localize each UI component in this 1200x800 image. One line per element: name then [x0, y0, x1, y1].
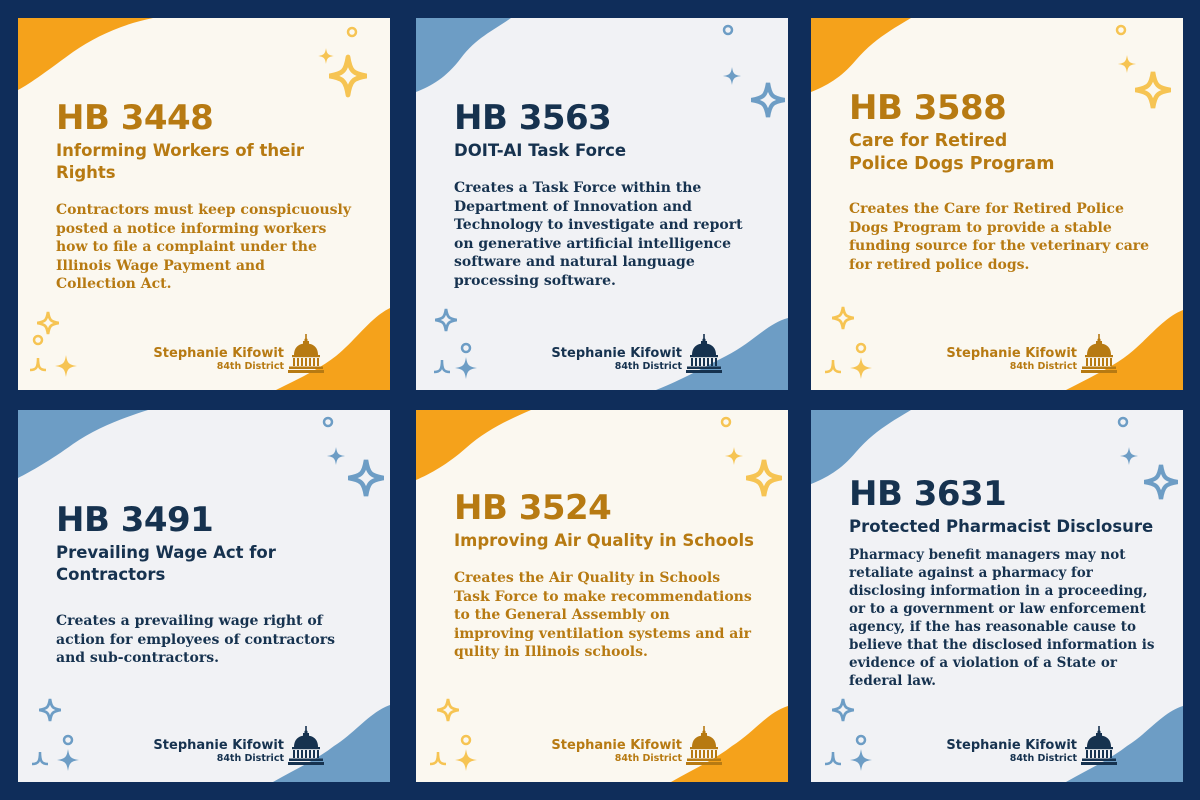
- bill-title: Informing Workers of their Rights: [56, 141, 305, 182]
- bill-description: Creates the Air Quality in Schools Task Force to make recommendations to the General Assembly on improving ventilation systems and air qulity in Illinois schools.: [454, 570, 752, 660]
- bill-title: Improving Air Quality in Schools: [454, 531, 754, 550]
- bill-card-hb-3563: [416, 18, 788, 390]
- bill-title: DOIT-AI Task Force: [454, 141, 627, 160]
- bill-number: HB 3491: [56, 500, 214, 540]
- bill-description: Pharmacy benefit managers may not retaliate against a pharmacy for disclosing information in a proceeding, or to a government or law enforcement agency, if the has reasonable cause to believe that the disclosed information is evidence of a violation of a State or federal law.: [849, 547, 1155, 689]
- signature-name: Stephanie Kifowit: [153, 738, 284, 753]
- bill-description: Contractors must keep conspicuously posted a notice informing workers how to file a complaint under the Illinois Wage Payment and Collection Act.: [56, 202, 352, 292]
- capitol-dome-icon: [1081, 334, 1117, 374]
- bill-card-hb-3448: [18, 18, 390, 390]
- bill-number: HB 3524: [454, 488, 612, 528]
- signature: [551, 738, 682, 764]
- signature-name: Stephanie Kifowit: [946, 738, 1077, 753]
- bill-title: Prevailing Wage Act for Contractors: [56, 543, 276, 584]
- signature: [946, 346, 1077, 372]
- bill-number: HB 3563: [454, 98, 612, 138]
- capitol-dome-icon: [288, 726, 324, 766]
- bill-card-hb-3524: [416, 410, 788, 782]
- bill-title: Care for Retired Police Dogs Program: [849, 131, 1055, 174]
- bill-card-hb-3588: [811, 18, 1183, 390]
- capitol-dome-icon: [686, 334, 722, 374]
- signature-name: Stephanie Kifowit: [946, 346, 1077, 361]
- bill-description: Creates the Care for Retired Police Dogs Program to provide a stable funding source for the veterinary care for retired police dogs.: [849, 201, 1150, 273]
- signature-district: 84th District: [216, 361, 284, 372]
- signature-name: Stephanie Kifowit: [153, 346, 284, 361]
- capitol-dome-icon: [288, 334, 324, 374]
- signature-district: 84th District: [614, 361, 682, 372]
- signature-district: 84th District: [1009, 753, 1077, 764]
- bill-card-hb-3631: [811, 410, 1183, 782]
- signature: [153, 346, 284, 372]
- signature: [153, 738, 284, 764]
- capitol-dome-icon: [1081, 726, 1117, 766]
- bill-title: Protected Pharmacist Disclosure: [849, 517, 1154, 536]
- bill-card-hb-3491: [18, 410, 390, 782]
- signature: [946, 738, 1077, 764]
- bill-description: Creates a prevailing wage right of action for employees of contractors and sub-contractors.: [56, 613, 336, 666]
- bill-number: HB 3448: [56, 98, 214, 138]
- bill-number: HB 3588: [849, 88, 1007, 128]
- signature-district: 84th District: [614, 753, 682, 764]
- capitol-dome-icon: [686, 726, 722, 766]
- signature-district: 84th District: [1009, 361, 1077, 372]
- bill-number: HB 3631: [849, 474, 1007, 514]
- signature-name: Stephanie Kifowit: [551, 346, 682, 361]
- bill-description: Creates a Task Force within the Department of Innovation and Technology to investigate and report on generative artificial intelligence software and natural language processing software.: [454, 180, 743, 289]
- signature: [551, 346, 682, 372]
- signature-district: 84th District: [216, 753, 284, 764]
- signature-name: Stephanie Kifowit: [551, 738, 682, 753]
